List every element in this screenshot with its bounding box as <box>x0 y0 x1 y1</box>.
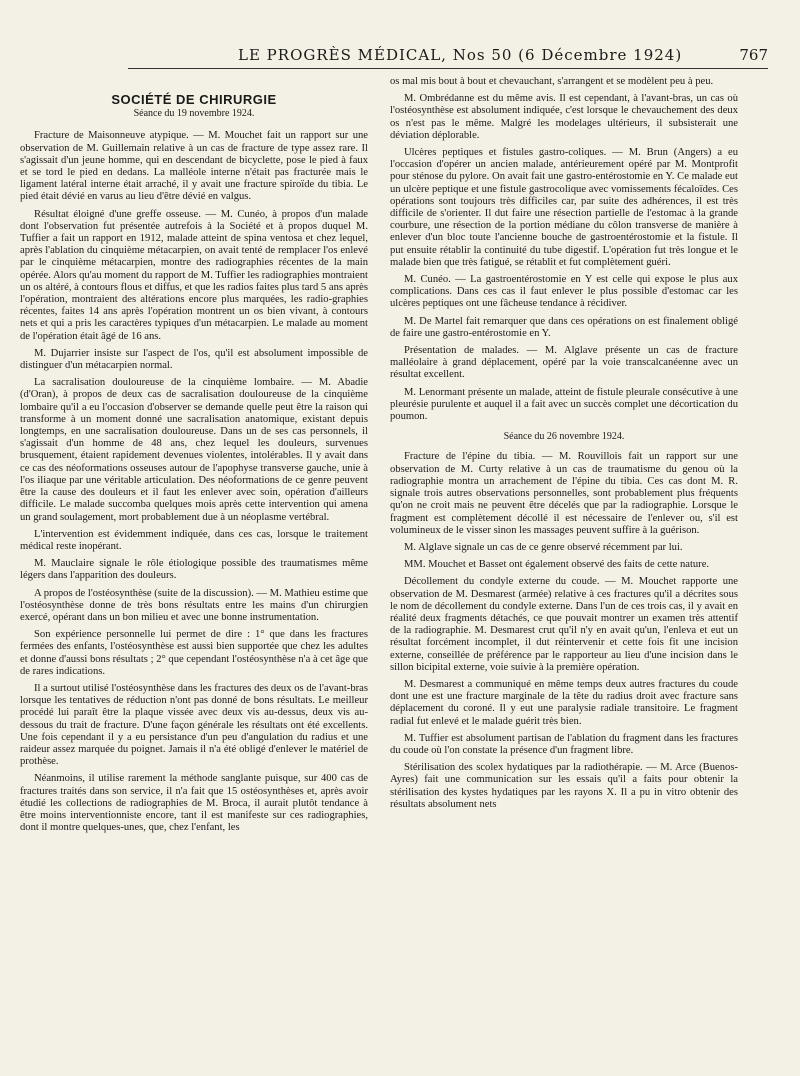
paragraph: A propos de l'ostéosynthèse (suite de la discussion). — M. Mathieu estime que l'ostéosynthèse donne de très bons résultats entre les mains d'un chirurgien exercé, opérant dans un bon milieu et avec une bonne instrumentation. <box>20 587 368 623</box>
paragraph: Il a surtout utilisé l'ostéosynthèse dans les fractures des deux os de l'avant-bras lorsque les tentatives de réduction n'ont pas donné de bons résultats. Le meilleur procédé lui paraît être la plaque vissée avec deux vis au-dessus, deux vis au-dessous du trait de fracture. D'une façon générale les résultats ont été excellents. Une fois cependant il y a eu persistance d'un peu d'angulation du radius et une raideur assez marquée du poignet. Jamais il n'a été obligé d'enlever le matériel de prothèse. <box>20 682 368 768</box>
paragraph: Présentation de malades. — M. Alglave présente un cas de fracture malléolaire à grand déplacement, opéré par la voie transcalcanéenne avec un résultat excellent. <box>390 345 738 381</box>
paragraph: M. Mauclaire signale le rôle étiologique possible des traumatismes même légers dans l'apparition des douleurs. <box>20 558 368 582</box>
paragraph: os mal mis bout à bout et chevauchant, s'arrangent et se modèlent peu à peu. <box>390 76 714 87</box>
paragraph: Son expérience personnelle lui permet de dire : 1° que dans les fractures fermées des enfants, l'ostéosynthèse est aussi bien supportée que chez les adultes et donne d'aussi bons résultats ; 2° que cependant l'ostéosynthèse n'a à cet âge que de rares indications. <box>20 629 368 677</box>
section-title: SOCIÉTÉ DE CHIRURGIE <box>111 92 277 107</box>
session-date: Séance du 19 novembre 1924. <box>133 108 255 120</box>
paragraph: M. Desmarest a communiqué en même temps deux autres fractures du coude dont une est une fracture marginale de la tête du radius droit avec fracture sans déplacement du coroné. Il y eut une paralysie radiale transitoire. Le fragment radial fut enlevé et le malade guérit très bien. <box>390 678 738 727</box>
paragraph: M. Cunéo. — La gastroentérostomie en Y est celle qui expose le plus aux complications. Dans ces cas il faut enlever le plus possible d'estomac car les ulcères peptiques ont une fâcheuse tendance à récidiver. <box>390 274 738 310</box>
session-date: Séance du 26 novembre 1924. <box>503 431 625 443</box>
running-title: LE PROGRÈS MÉDICAL, Nos 50 (6 Décembre 1924) <box>238 46 683 64</box>
paragraph: Résultat éloigné d'une greffe osseuse. — M. Cunéo, à propos d'un malade dont l'observation fut présentée autrefois à la Société et à propos duquel M. Tuffier a fait un rapport en 1912, malade atteint de spina ventosa et chez lequel, après l'ablation du cinquième métacarpien, on avait tenté de remplacer l'os enlevé par le cinquième métacarpien, montre des radiographies récentes de la main opérée. Alors qu'au moment du rapport de M. Tuffier les radiographies montraient un os altéré, à contours flous et diffus, et que les radios faites plus tard 5 ans après l'opération, montraient des altérations encore plus marquées, les radio-graphies récentes, faites 14 ans après l'opération montrent un os bien vivant, à contours nets et qui a pris les caractères typiques d'un métacarpien. Le malade au moment de l'opération était âgé de 16 ans. <box>20 208 368 342</box>
right-column <box>390 76 738 816</box>
left-column <box>20 76 368 839</box>
page-number: 767 <box>739 46 768 64</box>
paragraph: Fracture de Maisonneuve atypique. — M. Mouchet fait un rapport sur une observation de M. Guillemain relative à un cas de fracture de type assez rare. Il s'agissait d'un jeune homme, qui en descendant de bicyclette, pose le pied à faux et se tord le pied en dedans. La malléole interne n'était pas fracturée mais le ligament latéral interne était arraché, il y avait une fracture spiroïde du tibia. Le pied était dévié en varus au lieu d'être dévié en valgus. <box>20 130 368 203</box>
paragraph: La sacralisation douloureuse de la cinquième lombaire. — M. Abadie (d'Oran), à propos de deux cas de sacralisation douloureuse de la cinquième lombaire qu'il a eu l'occasion d'observer se demande quelle peut être la raison qui transforme à un moment donné une sacralisation anatomique, existant depuis longtemps, en une sacralisation douloureuse. Dans un de ses cas personnels, il s'agissait d'un homme de 48 ans, chez lequel les douleurs, survenues brusquement, étaient rapidement devenues violentes, intolérables. Il y avait dans ce cas des néoformations osseuses autour de l'apophyse transverse gauche, unie à l'os iliaque par une véritable articulation. Des néoformations de ce genre peuvent être la cause des douleurs et il faut les enlever avec soin, opération d'ailleurs difficile. Le malade succomba quelques mois après cette intervention qui amena un grand soulagement, mort probablement due à un néoplasme vertébral. <box>20 377 368 523</box>
header-rule <box>128 68 768 69</box>
paragraph: M. Ombrédanne est du même avis. Il est cependant, à l'avant-bras, un cas où l'ostéosynthèse est absolument indiquée, c'est lorsque le chevauchement des deux os n'est pas le même. Malgré les modelages ultérieurs, il subsisterait une déviation déplorable. <box>390 93 738 141</box>
paragraph: MM. Mouchet et Basset ont également observé des faits de cette nature. <box>404 559 710 571</box>
running-header <box>128 46 768 68</box>
paragraph: M. Alglave signale un cas de ce genre observé récemment par lui. <box>404 541 683 553</box>
paragraph: M. Lenormant présente un malade, atteint de fistule pleurale consécutive à une pleurésie purulente et auquel il a fait avec un succès complet une décortication du poumon. <box>390 386 738 423</box>
paragraph: M. Dujarrier insiste sur l'aspect de l'os, qu'il est absolument impossible de distinguer d'un métacarpien normal. <box>20 347 368 372</box>
paragraph: M. Tuffier est absolument partisan de l'ablation du fragment dans les fractures du coude où l'on constate la présence d'un fragment libre. <box>390 732 738 756</box>
paragraph: Stérilisation des scolex hydatiques par la radiothérapie. — M. Arce (Buenos-Ayres) fait une communication sur les essais qu'il a faits pour obtenir la stérilisation des kystes hydatiques par les rayons X. Il a pu in vitro obtenir des résultats absolument nets <box>390 762 738 810</box>
paragraph: Décollement du condyle externe du coude. — M. Mouchet rapporte une observation de M. Desmarest (armée) relative à ces fractures qu'il a décrites sous le nom de décollement du condyle externe. Dans l'un de ces trois cas, il y avait en réalité deux fragments détachés, ce que pouvait montrer un examen très attentif de la radiographie. M. Desmarest crut qu'il n'y en avait qu'un, l'enleva et eut un résultat forcément incomplet, il dut réintervenir et cette fois fit une incision externe, conseillée de préférence par le rapporteur au lieu d'une incision dans le sillon bicipital externe, voie suivie à la première opération. <box>390 576 738 673</box>
paragraph: M. De Martel fait remarquer que dans ces opérations on est finalement obligé de faire une gastro-entérostomie en Y. <box>390 315 738 339</box>
paragraph: Ulcères peptiques et fistules gastro-coliques. — M. Brun (Angers) a eu l'occasion d'opérer un ancien malade, antérieurement opéré par M. Montprofit pour sténose du pylore. On avait fait une gastro-entérostomie en Y. Ce malade eut un ulcère peptique et une fistule gastrocolique avec vomissements fécaloïdes. Ces opérations sont toujours très difficiles car, par suite des adhérences, il est très difficile de s'orienter. Il dut faire une résection partielle de l'estomac à la grande courbure, une résection de la portion médiane du côlon transverse de manière à enlever d'un bloc toute l'ancienne bouche de gastroentérostomie et la fistule. Il put ensuite rétablir la continuité du tube digestif. L'opération fut très longue et le malade bien que très fatigué, se rétablit et fut complètement guéri. <box>390 147 738 268</box>
paragraph: L'intervention est évidemment indiquée, dans ces cas, lorsque le traitement médical reste inopérant. <box>20 528 368 552</box>
paragraph: Fracture de l'épine du tibia. — M. Rouvillois fait un rapport sur une observation de M. Curty relative à un cas de traumatisme du genou où la radiographie montra un arrachement de l'épine du tibia. Ces cas dont M. R. signale trois autres observations personnelles, sont probablement plus fréquents qu'on ne croit mais ne peuvent être décelés que par la radiographie. Lorsque le fragment est complètement décollé il est nécessaire de l'enlever ou, s'il est volumineux de le visser sinon les massages peuvent suffire à la guérison. <box>390 451 738 536</box>
paragraph: Néanmoins, il utilise rarement la méthode sanglante puisque, sur 400 cas de fractures traités dans son service, il n'a fait que 15 ostéosynthèses et, après avoir étudié les collections de radiographies de M. Broca, il aurait plutôt tendance à être moins interventionniste encore, tant il est manifeste sur ces radiographies, dont il montre quelques-unes, que, chez l'enfant, les <box>20 773 368 834</box>
